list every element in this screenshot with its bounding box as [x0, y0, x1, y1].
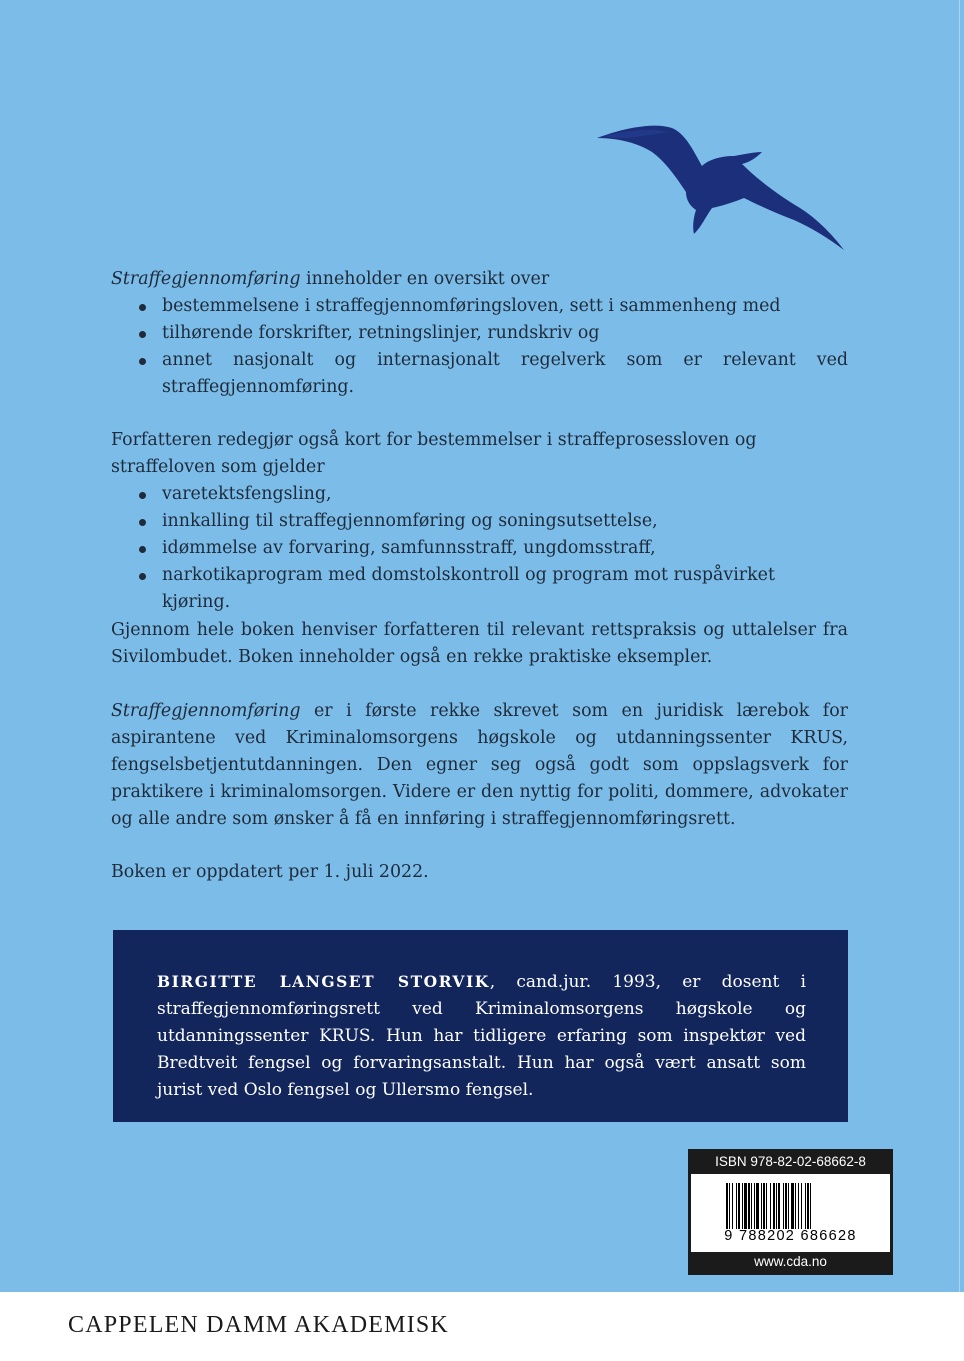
barcode-digits: 9 788202 686628 [724, 1228, 857, 1244]
barcode-bar [738, 1183, 740, 1229]
list-item: innkalling til straffegjennomføring og soningsutsettelse, [111, 508, 848, 535]
author-bio-text: , cand.jur. 1993, er dosent i straffegjennomføringsrett ved Kriminalomsorgens høgskole og utdanningssenter KRUS. Hun har tidligere erfaring som inspektør ved Bredtveit fengsel og forvaringsanstalt. Hun har også vært ansatt som jurist ved Oslo fengsel og Ullersmo fengsel. [157, 972, 806, 1100]
website-url: www.cda.no [754, 1254, 827, 1269]
audience-text [111, 698, 848, 833]
list-item: tilhørende forskrifter, retningslinjer, rundskriv og [111, 320, 848, 347]
barcode-bar [810, 1183, 811, 1229]
list-item: idømmelse av forvaring, samfunnsstraff, ungdomsstraff, [111, 535, 848, 562]
barcode-bar [736, 1183, 737, 1229]
barcode-bar [756, 1183, 759, 1229]
list-item: narkotikaprogram med domstolskontroll og program mot ruspåvirket kjøring. [111, 562, 848, 616]
intro-lead [111, 266, 848, 293]
barcode-bar [729, 1183, 730, 1229]
barcode-bar [776, 1183, 777, 1229]
barcode-bar [763, 1183, 765, 1229]
scope-bullet-list [111, 481, 848, 616]
barcode-bar [778, 1183, 780, 1229]
barcode-area [691, 1174, 890, 1252]
barcode-bar [795, 1183, 796, 1229]
isbn-block [688, 1149, 893, 1275]
barcode-bar [798, 1183, 799, 1229]
barcode-bar [770, 1183, 771, 1229]
barcode-bar [788, 1183, 789, 1229]
list-item: varetektsfengsling, [111, 481, 848, 508]
intro-lead-text: inneholder en oversikt over [300, 269, 550, 289]
scope-section [111, 427, 848, 616]
audience-paragraph [111, 698, 848, 833]
barcode-bar [766, 1183, 767, 1229]
barcode-bar [785, 1183, 787, 1229]
audience-rest: er i første rekke skrevet som en juridisk lærebok for aspirantene ved Kriminalomsorgens høgskole og utdanningssenter KRUS, fengselsbetjentutdanningen. Den egner seg også godt som oppslagsverk for praktikere i kriminalomsorgen. Videre er den nyttig for politi, dommere, advokater og alle andre som ønsker å få en innføring i straffegjennomføringsrett. [111, 701, 848, 829]
author-bio [157, 968, 806, 1104]
seagull-icon [594, 122, 846, 252]
barcode-icon [726, 1183, 856, 1229]
barcode-bar [754, 1183, 755, 1229]
barcode-bar [801, 1183, 802, 1229]
book-title-italic: Straffegjennomføring [111, 269, 301, 289]
publisher-strip [0, 1292, 964, 1361]
barcode-bar [732, 1183, 733, 1229]
isbn-label: ISBN 978-82-02-68662-8 [715, 1154, 866, 1169]
barcode-bar [748, 1183, 750, 1229]
case-law-text: Gjennom hele boken henviser forfatteren til relevant rettspraksis og uttalelser fra Sivilombudet. Boken inneholder også en rekke praktiske eksempler. [111, 620, 848, 667]
barcode-bar [807, 1183, 809, 1229]
barcode-bar [761, 1183, 762, 1229]
barcode-bar [805, 1183, 806, 1229]
author-box [113, 930, 848, 1122]
intro-bullet-list [111, 293, 848, 401]
update-text: Boken er oppdatert per 1. juli 2022. [111, 862, 429, 882]
scope-lead: Forfatteren redegjør også kort for bestemmelser i straffeprosessloven og straffeloven som gjelder [111, 430, 757, 477]
barcode-bar [751, 1183, 752, 1229]
list-item: bestemmelsene i straffegjennomføringsloven, sett i sammenheng med [111, 293, 848, 320]
author-name: BIRGITTE LANGSET STORVIK [157, 972, 490, 991]
barcode-bar [726, 1183, 728, 1229]
barcode-bar [791, 1183, 794, 1229]
barcode-bar [744, 1183, 747, 1229]
intro-section [111, 266, 848, 401]
barcode-bar [773, 1183, 775, 1229]
barcode-bar [783, 1183, 784, 1229]
update-note [111, 859, 848, 886]
book-title-italic: Straffegjennomføring [111, 701, 301, 721]
edge-line [959, 0, 960, 1292]
case-law-paragraph [111, 617, 848, 671]
list-item: annet nasjonalt og internasjonalt regelverk som er relevant ved straffegjennomføring. [111, 347, 848, 401]
publisher-logo: CAPPELEN DAMM AKADEMISK [68, 1312, 449, 1338]
barcode-bar [742, 1183, 743, 1229]
